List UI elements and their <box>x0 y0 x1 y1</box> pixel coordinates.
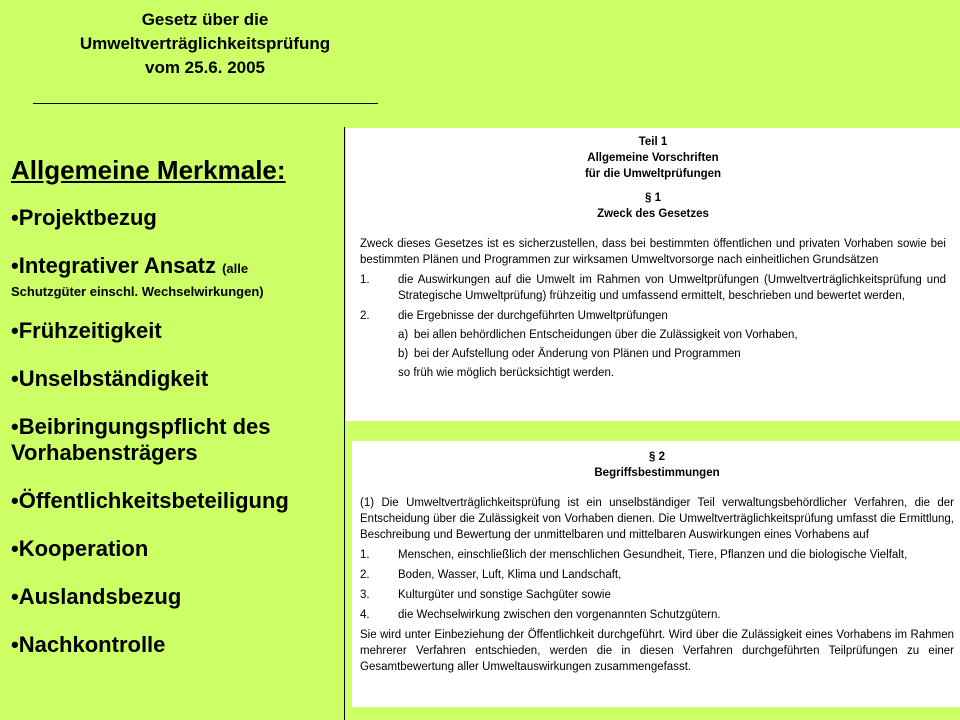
paragraph-intro: (1) Die Umweltverträglichkeitsprüfung ist ein unselbständiger Teil verwaltungsbehördlicher Verfahren, die der Entscheidung über die Zulässigkeit von Vorhaben dienen. Die Umweltverträglichkeitsprüfung umfasst die Ermittlung, Beschreibung und Bewertung der unmittelbaren und mittelbaren Auswirkungen eines Vorhabens auf <box>360 497 954 541</box>
list-item: •Frühzeitigkeit <box>11 318 162 343</box>
item-text: Boden, Wasser, Luft, Klima und Landschaft, <box>398 569 622 581</box>
title-line-1: Gesetz über die <box>141 10 269 29</box>
title-line-3: vom 25.6. 2005 <box>144 58 266 77</box>
sub-item-label: a) <box>398 329 409 341</box>
paragraph-title: Begriffsbestimmungen <box>594 467 720 479</box>
part-title-line-1: Allgemeine Vorschriften <box>587 152 719 164</box>
item-number: 2. <box>360 569 370 581</box>
item-number: 2. <box>360 310 370 322</box>
part-title-line-2: für die Umweltprüfungen <box>584 168 722 180</box>
list-item <box>11 253 356 300</box>
list-item: •Unselbständigkeit <box>11 366 209 391</box>
sub-item-text: bei allen behördlichen Entscheidungen über die Zulässigkeit von Vorhaben, <box>414 329 798 341</box>
paragraph-intro: Zweck dieses Gesetzes ist es sicherzustellen, dass bei bestimmten öffentlichen und privaten Vorhaben sowie bei bestimmten Plänen und Programmen zur wirksamen Umweltvorsorge nach einheitlichen Grundsätzen <box>360 238 946 266</box>
list-item <box>360 567 954 583</box>
list-item <box>360 272 946 304</box>
item-text: die Ergebnisse der durchgeführten Umweltprüfungen <box>398 310 668 322</box>
law-excerpt-section-1 <box>346 128 960 421</box>
law-excerpt-section-2 <box>352 441 960 707</box>
features-list <box>11 205 356 680</box>
paragraph-number: § 2 <box>649 451 665 463</box>
list-item: •Öffentlichkeitsbeteiligung <box>11 488 289 513</box>
paragraph-title: Zweck des Gesetzes <box>597 208 709 220</box>
features-heading: Allgemeine Merkmale: <box>11 155 286 185</box>
closing-line: so früh wie möglich berücksichtigt werden. <box>398 367 615 379</box>
divider-line <box>344 127 345 720</box>
list-item <box>360 587 954 603</box>
item-number: 3. <box>360 589 370 601</box>
list-item <box>360 607 954 623</box>
sub-item-label: b) <box>398 348 409 360</box>
list-item-note: (alle <box>222 261 249 276</box>
list-item: •Beibringungspflicht des Vorhabensträgers <box>11 414 271 465</box>
list-item <box>360 547 954 563</box>
sub-item <box>360 346 946 362</box>
item-text: Menschen, einschließlich der menschlichen Gesundheit, Tiere, Pflanzen und die biologische Vielfalt, <box>398 549 908 561</box>
title-underline <box>33 103 378 104</box>
sub-item-text: bei der Aufstellung oder Änderung von Plänen und Programmen <box>414 348 741 360</box>
list-item: •Auslandsbezug <box>11 584 182 609</box>
list-item: •Nachkontrolle <box>11 632 166 657</box>
list-item-label: •Integrativer Ansatz <box>11 253 216 278</box>
item-number: 1. <box>360 274 370 286</box>
paragraph-closing: Sie wird unter Einbeziehung der Öffentlichkeit durchgeführt. Wird über die Zulässigkeit eines Vorhabens im Rahmen mehrerer Verfahren entschieden, werden die in diesen Verfahren durchgeführten Teilprüfungen zu einer Gesamtbewertung aller Umweltauswirkungen zusammengefasst. <box>360 629 954 673</box>
title-line-2: Umweltverträglichkeitsprüfung <box>79 34 331 53</box>
paragraph-number: § 1 <box>645 192 661 204</box>
item-text: Kulturgüter und sonstige Sachgüter sowie <box>398 589 611 601</box>
list-item-note-cont: Schutzgüter einschl. Wechselwirkungen) <box>11 284 264 299</box>
part-number: Teil 1 <box>638 136 668 148</box>
item-text: die Auswirkungen auf die Umwelt im Rahmen von Umweltprüfungen (Umweltverträglichkeitsprüfung und Strategische Umweltprüfung) frühzeitig und umfassend ermittelt, beschrieben und bewertet werden, <box>398 274 946 302</box>
item-number: 1. <box>360 549 370 561</box>
item-number: 4. <box>360 609 370 621</box>
slide-title <box>0 8 410 80</box>
item-text: die Wechselwirkung zwischen den vorgenannten Schutzgütern. <box>398 609 721 621</box>
sub-item <box>360 327 946 343</box>
list-item: •Projektbezug <box>11 205 157 230</box>
list-item: •Kooperation <box>11 536 149 561</box>
list-item <box>360 308 946 324</box>
